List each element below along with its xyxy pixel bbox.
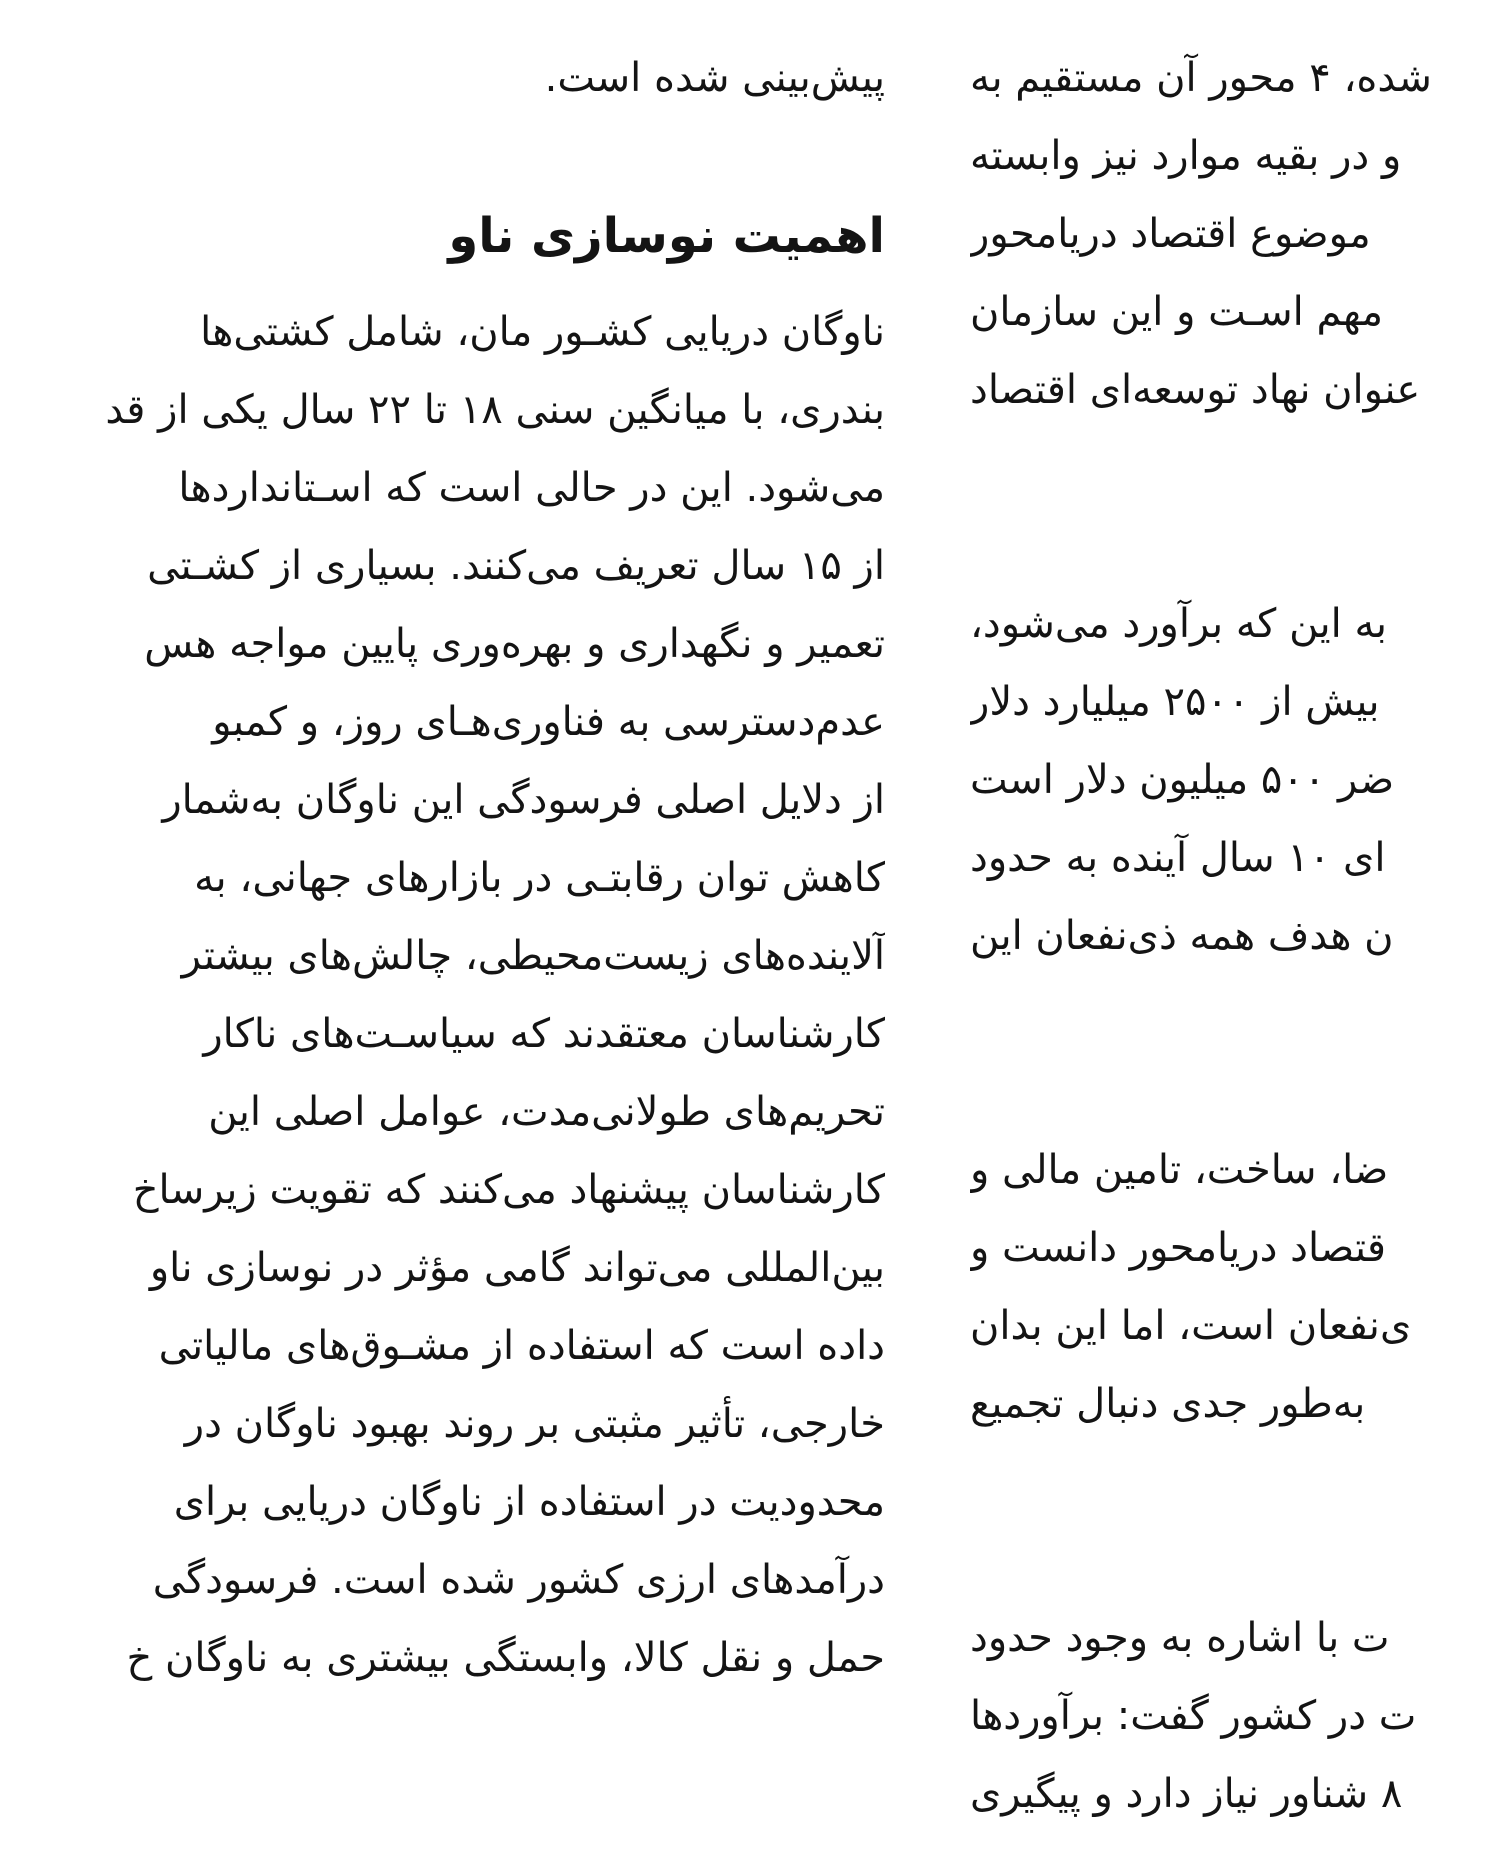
text-line: از ۱۵ سال تعریف می‌کنند. بسیاری از کشـتی: [147, 543, 885, 589]
text-line: کاهش توان رقابتـی در بازارهای جهانی، به: [194, 855, 885, 901]
text-line: ی‌نفعان است، اما این بدان: [970, 1303, 1412, 1349]
text-line: می‌شود. این در حالی است که اسـتانداردها: [178, 465, 885, 511]
text-line: ن هدف همه ذی‌نفعان این: [970, 913, 1394, 959]
text-line: موضوع اقتصاد دریامحور: [970, 211, 1371, 257]
text-line: بیش از ۲۵۰۰ میلیارد دلار: [970, 679, 1380, 725]
text-line: ضر ۵۰۰ میلیون دلار است: [970, 757, 1395, 803]
text-line: به این که برآورد می‌شود،: [970, 601, 1388, 647]
text-line: مهم اسـت و این سازمان: [970, 289, 1383, 335]
text-line: عدم‌دسترسی به فناوری‌هـای روز، و کمبو: [212, 699, 885, 745]
text-line: تحریم‌های طولانی‌مدت، عوامل اصلی این: [208, 1089, 885, 1135]
section-heading: اهمیت نوسازی ناو: [448, 208, 885, 264]
text-line: شده، ۴ محور آن مستقیم به: [970, 55, 1432, 101]
text-line: قتصاد دریامحور دانست و: [970, 1225, 1387, 1271]
text-line: ت در کشور گفت: برآوردها: [970, 1693, 1417, 1739]
text-line: بندری، با میانگین سنی ۱۸ تا ۲۲ سال یکی از قد: [105, 387, 885, 433]
right-column: [970, 0, 1500, 1851]
text-line: ناوگان دریایی کشـور مان، شامل کشتی‌ها: [200, 309, 885, 355]
text-line: از دلایل اصلی فرسودگی این ناوگان به‌شمار: [162, 777, 885, 823]
text-line: به‌طور جدی دنبال تجمیع: [970, 1381, 1366, 1427]
text-line: تعمیر و نگهداری و بهره‌وری پایین مواجه هس: [144, 621, 885, 667]
text-line: کارشناسان معتقدند که سیاسـت‌های ناکار: [203, 1011, 885, 1057]
text-line: ضا، ساخت، تامین مالی و: [970, 1147, 1389, 1193]
text-line: و در بقیه موارد نیز وابسته: [970, 133, 1402, 179]
text-line: محدودیت در استفاده از ناوگان دریایی برای: [173, 1479, 885, 1525]
text-line: حمل و نقل کالا، وابستگی بیشتری به ناوگان خ: [126, 1635, 885, 1681]
text-line: آلاینده‌های زیست‌محیطی، چالش‌های بیشتر: [181, 933, 885, 979]
text-line: پیش‌بینی شده است.: [544, 55, 885, 101]
text-line: کارشناسان پیشنهاد می‌کنند که تقویت زیرساخ: [132, 1167, 885, 1213]
text-line: داده است که استفاده از مشـوق‌های مالیاتی: [158, 1323, 885, 1369]
text-line: ت با اشاره به وجود حدود: [970, 1615, 1390, 1661]
text-line: ای ۱۰ سال آینده به حدود: [970, 835, 1386, 881]
text-line: خارجی، تأثیر مثبتی بر روند بهبود ناوگان در: [184, 1401, 885, 1447]
text-line: درآمدهای ارزی کشور شده است. فرسودگی: [152, 1557, 885, 1603]
text-line: بین‌المللی می‌تواند گامی مؤثر در نوسازی ناو: [149, 1245, 885, 1291]
text-line: عنوان نهاد توسعه‌ای اقتصاد: [970, 367, 1421, 413]
text-line: ۸ شناور نیاز دارد و پیگیری: [970, 1771, 1403, 1817]
